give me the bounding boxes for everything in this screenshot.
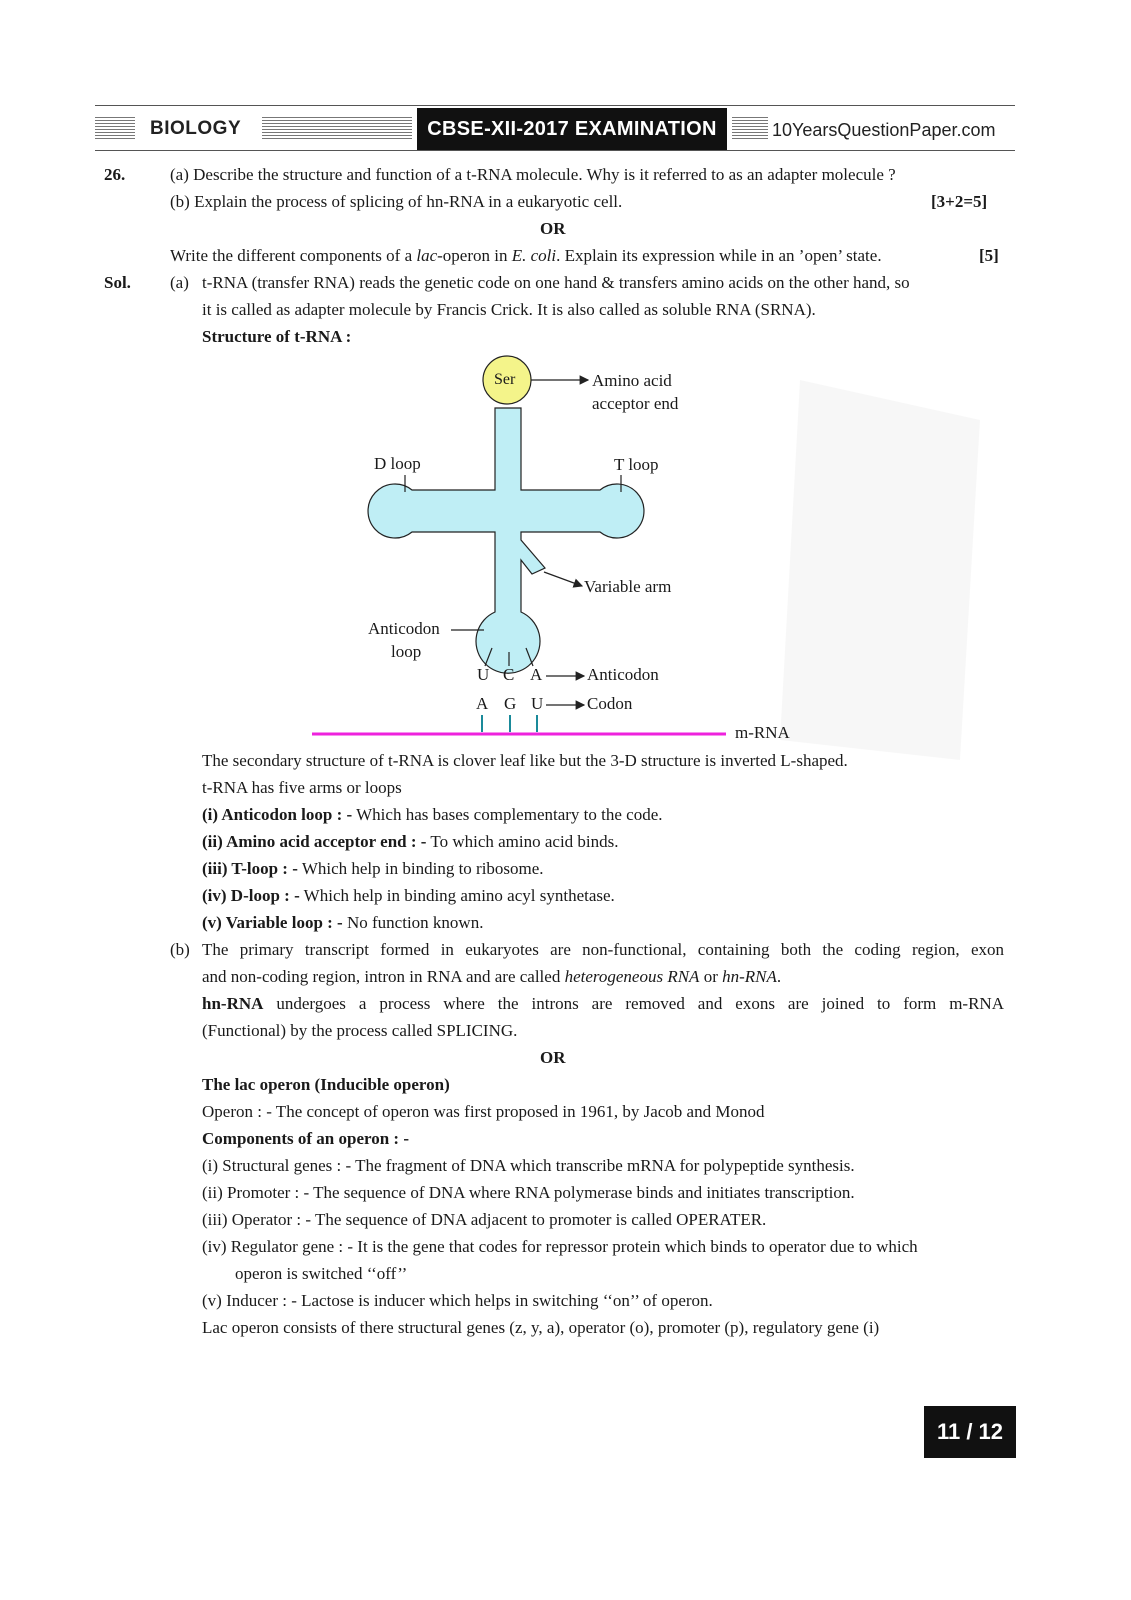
solution-label: Sol.: [104, 273, 131, 292]
loop-term: (iv) D-loop : -: [202, 886, 300, 905]
loop-item-variable: [202, 912, 483, 934]
loop-item-acceptor: [202, 831, 619, 853]
question-part-a: (a) Describe the structure and function of a t-RNA molecule. Why is it referred to as an adapter molecule ?: [170, 165, 896, 184]
header-subject: BIOLOGY: [150, 118, 242, 139]
loop-term: (i) Anticodon loop : -: [202, 805, 353, 824]
loop-term: (ii) Amino acid acceptor end : -: [202, 832, 427, 851]
alt-text-ecoli: E. coli: [511, 246, 557, 265]
loop-item-t: [202, 858, 544, 880]
structure-heading: Structure of t-RNA :: [202, 327, 352, 346]
variable-arm-label: Variable arm: [584, 577, 672, 596]
solution-a-marker: (a): [170, 273, 189, 292]
b-line3-rest: undergoes a process where the introns are removed and exons are joined to form m-RNA: [263, 994, 1004, 1013]
loop-desc: Which help in binding to ribosome.: [297, 859, 544, 878]
operon-definition: Operon : - The concept of operon was first proposed in 1961, by Jacob and Monod: [202, 1102, 765, 1121]
five-arms-text: t-RNA has five arms or loops: [202, 778, 402, 797]
anticodon-base-u: U: [477, 665, 490, 684]
variable-arm-arrow: [544, 572, 582, 586]
codon-base-u: U: [531, 694, 544, 713]
header-site-link[interactable]: 10YearsQuestionPaper.com: [772, 120, 996, 140]
ser-label: Ser: [494, 371, 516, 388]
solution-a-line2: it is called as adapter molecule by Francis Crick. It is also called as soluble RNA (SRNA).: [202, 300, 816, 319]
alt-text-lac: lac: [416, 246, 438, 265]
question-alt-marks: [5]: [979, 246, 999, 265]
solution-b-marker: (b): [170, 940, 190, 959]
component-structural-genes: (i) Structural genes : - The fragment of DNA which transcribe mRNA for polypeptide synthesis.: [202, 1156, 855, 1175]
acceptor-label-2: acceptor end: [592, 394, 679, 413]
header-exam-title: CBSE-XII-2017 EXAMINATION: [417, 108, 727, 150]
question-part-b: (b) Explain the process of splicing of hn-RNA in a eukaryotic cell.: [170, 192, 623, 211]
b-line2-heterogeneous: heterogeneous RNA: [564, 967, 700, 986]
solution-b-line1: The primary transcript formed in eukaryotes are non-functional, containing both the coding region, exon: [202, 940, 1004, 959]
component-inducer: (v) Inducer : - Lactose is inducer which helps in switching ‘‘on’’ of operon.: [202, 1291, 713, 1310]
codon-label: Codon: [587, 694, 633, 713]
loop-desc: No function known.: [342, 913, 484, 932]
solution-b-line4: (Functional) by the process called SPLICING.: [202, 1021, 518, 1040]
b-line2-or: or: [699, 967, 723, 986]
anticodon-base-a: A: [530, 665, 543, 684]
lac-operon-heading: The lac operon (Inducible operon): [202, 1075, 450, 1094]
component-regulator-gene: (iv) Regulator gene : - It is the gene that codes for repressor protein which binds to operator due to which: [202, 1237, 918, 1256]
alt-text-pre: Write the different components of a: [170, 246, 417, 265]
loop-term: (iii) T-loop : -: [202, 859, 298, 878]
mrna-label: m-RNA: [735, 723, 790, 742]
alt-text-mid: -operon in: [437, 246, 512, 265]
loop-desc: Which help in binding amino acyl synthetase.: [299, 886, 615, 905]
codon-base-g: G: [504, 694, 517, 713]
solution-b-line3: [202, 993, 1004, 1015]
component-regulator-gene-cont: operon is switched ‘‘off’’: [235, 1264, 408, 1283]
solution-b-line2: [202, 966, 781, 988]
codon-base-a: A: [476, 694, 489, 713]
b-line2-pre: and non-coding region, intron in RNA and are called: [202, 967, 565, 986]
component-promoter: (ii) Promoter : - The sequence of DNA where RNA polymerase binds and initiates transcription.: [202, 1183, 855, 1202]
components-heading: Components of an operon : -: [202, 1129, 410, 1148]
secondary-structure-text: The secondary structure of t-RNA is clover leaf like but the 3-D structure is inverted L-shaped.: [202, 751, 848, 770]
b-line3-term: hn-RNA: [202, 994, 264, 1013]
page-number-badge: 11 / 12: [924, 1406, 1016, 1458]
or-divider-1: OR: [540, 219, 566, 238]
t-loop-label: T loop: [614, 455, 659, 474]
loop-item-anticodon: [202, 804, 663, 826]
d-loop-label: D loop: [374, 454, 421, 473]
acceptor-label-1: Amino acid: [592, 371, 672, 390]
or-divider-2: OR: [540, 1048, 566, 1067]
loop-desc: To which amino acid binds.: [426, 832, 619, 851]
anticodon-loop-label-2: loop: [391, 642, 422, 661]
loop-desc: Which has bases complementary to the code.: [352, 805, 663, 824]
anticodon-base-c: C: [503, 665, 515, 684]
anticodon-label: Anticodon: [587, 665, 659, 684]
loop-term: (v) Variable loop : -: [202, 913, 343, 932]
loop-item-d: [202, 885, 615, 907]
alt-text-post: . Explain its expression while in an ’open’ state.: [556, 246, 882, 265]
b-line2-hn: hn-RNA: [722, 967, 777, 986]
question-number: 26.: [104, 165, 126, 184]
anticodon-loop-label-1: Anticodon: [368, 619, 440, 638]
lac-consists-text: Lac operon consists of there structural genes (z, y, a), operator (o), promoter (p), regulatory gene (i): [202, 1318, 880, 1337]
question-marks: [3+2=5]: [931, 192, 988, 211]
component-operator: (iii) Operator : - The sequence of DNA adjacent to promoter is called OPERATER.: [202, 1210, 767, 1229]
b-line2-end: .: [776, 967, 782, 986]
solution-a-line1: t-RNA (transfer RNA) reads the genetic code on one hand & transfers amino acids on the other hand, so: [202, 273, 910, 292]
